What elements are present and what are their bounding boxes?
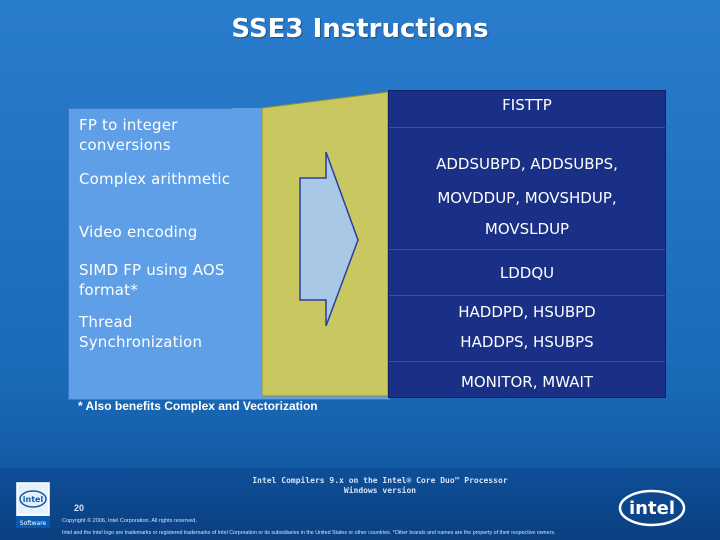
funnel-left-overlap bbox=[232, 108, 262, 396]
svg-text:Software: Software bbox=[19, 520, 47, 527]
footnote: * Also benefits Complex and Vectorization bbox=[78, 399, 318, 413]
footer-title bbox=[230, 476, 530, 496]
divider bbox=[389, 361, 665, 362]
page-number: 20 bbox=[74, 503, 85, 513]
svg-text:intel: intel bbox=[629, 498, 675, 519]
instruction-monitor: MONITOR, MWAIT bbox=[460, 373, 594, 391]
instruction-movdup: MOVDDUP, MOVSHDUP, bbox=[437, 189, 617, 207]
instruction-haddpd: HADDPD, HSUBPD bbox=[458, 303, 596, 321]
instruction-fisttp: FISTTP bbox=[502, 96, 552, 114]
svg-text:intel: intel bbox=[22, 495, 44, 504]
category-video-encoding: Video encoding bbox=[79, 223, 198, 241]
instructions-panel bbox=[388, 90, 666, 398]
divider bbox=[389, 295, 665, 296]
category-thread-sync: Thread Synchronization bbox=[79, 313, 203, 351]
divider bbox=[389, 127, 665, 128]
copyright-text: Copyright © 2006, Intel Corporation. All rights reserved. bbox=[62, 518, 197, 524]
instruction-movsldup: MOVSLDUP bbox=[484, 220, 570, 238]
legal-text: Intel and the Intel logo are trademarks or registered trademarks of Intel Corporation or its subsidiaries in the United States or other countries. *Other brands and names are the property of their respective owners. bbox=[62, 530, 556, 536]
instruction-haddps: HADDPS, HSUBPS bbox=[460, 333, 594, 351]
slide-title: SSE3 Instructions bbox=[231, 14, 489, 44]
intel-software-badge-icon bbox=[16, 482, 50, 528]
category-complex-arithmetic: Complex arithmetic bbox=[79, 170, 231, 188]
instruction-addsub: ADDSUBPD, ADDSUBPS, bbox=[436, 155, 618, 173]
footer-title-line-1: Intel Compilers 9.x on the Intel® Core Duo™ Processor bbox=[252, 476, 508, 485]
category-fp-conversion: FP to integer conversions bbox=[79, 116, 178, 154]
divider bbox=[389, 249, 665, 250]
footer-title-line-2: Windows version bbox=[343, 486, 417, 495]
category-simd-fp-aos: SIMD FP using AOS format* bbox=[79, 261, 225, 299]
intel-logo-icon bbox=[618, 484, 688, 530]
instruction-lddqu: LDDQU bbox=[499, 264, 555, 282]
